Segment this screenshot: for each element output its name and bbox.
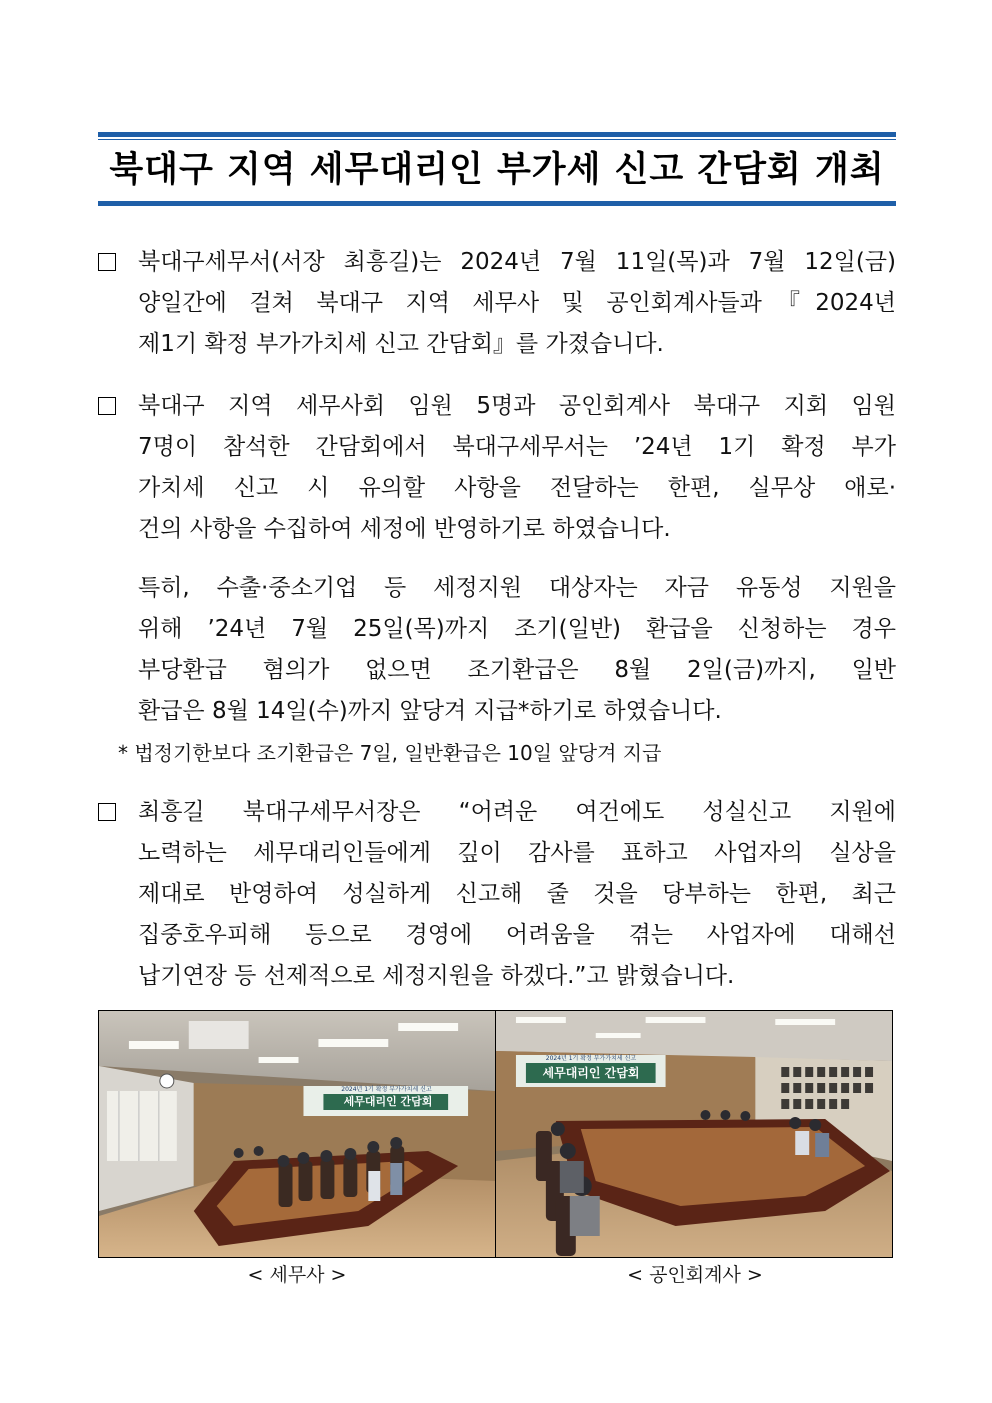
paragraph-2b: [98, 568, 896, 732]
paragraph-line: 7명이 참석한 간담회에서 북대구세무서는 ’24년 1기 확정 부가: [138, 434, 896, 460]
title-rule-bottom: [98, 201, 896, 206]
page-title: 북대구 지역 세무대리인 부가세 신고 간담회 개최: [109, 150, 885, 190]
banner-subtitle: 2024년 1기 확정 부가가치세 신고: [545, 1055, 637, 1062]
paragraph-line: 북대구 지역 세무사회 임원 5명과 공인회계사 북대구 지회 임원: [138, 393, 896, 419]
banner-text: 세무대리인 간담회: [343, 1095, 433, 1108]
meeting-room-photo: [496, 1011, 892, 1257]
paragraph-line: 가치세 신고 시 유의할 사항을 전달하는 한편, 실무상 애로·: [138, 475, 896, 501]
paragraph-line: 위해 ’24년 7월 25일(목)까지 조기(일반) 환급을 신청하는 경우: [138, 616, 896, 642]
caption-tax-accountants: < 세무사 >: [247, 1264, 347, 1286]
checkbox-bullet-icon: [98, 803, 116, 821]
paragraph-line: 제대로 반영하여 성실하게 신고해 줄 것을 당부하는 한편, 최근: [138, 881, 896, 907]
checkbox-bullet-icon: [98, 397, 116, 415]
paragraph-line: 제1기 확정 부가가치세 신고 간담회』를 가졌습니다.: [138, 331, 664, 357]
banner-text: 세무대리인 간담회: [542, 1066, 640, 1080]
title-rule-top: [98, 132, 896, 137]
footnote: * 법정기한보다 조기환급은 7일, 일반환급은 10일 앞당겨 지급: [118, 741, 662, 765]
paragraph-1: [98, 242, 896, 365]
meeting-room-photo: [99, 1011, 495, 1257]
paragraph-line: 최흥길 북대구세무서장은 “어려운 여건에도 성실신고 지원에: [138, 799, 896, 825]
paragraph-line: 납기연장 등 선제적으로 세정지원을 하겠다.”고 밝혔습니다.: [138, 963, 735, 989]
caption-cpas: < 공인회계사 >: [627, 1264, 763, 1286]
paragraph-2: [98, 386, 896, 550]
photo-cpas: [495, 1011, 892, 1257]
paragraph-line: 부당환급 혐의가 없으면 조기환급은 8월 2일(금)까지, 일반: [138, 657, 896, 683]
title-block: [98, 132, 896, 206]
paragraph-line: 특히, 수출·중소기업 등 세정지원 대상자는 자금 유동성 지원을: [138, 575, 896, 601]
banner-subtitle: 2024년 1기 확정 부가가치세 신고: [341, 1086, 432, 1093]
photo-strip: [98, 1010, 893, 1258]
paragraph-line: 노력하는 세무대리인들에게 깊이 감사를 표하고 사업자의 실상을: [138, 840, 896, 866]
checkbox-bullet-icon: [98, 253, 116, 271]
paragraph-line: 북대구세무서(서장 최흥길)는 2024년 7월 11일(목)과 7월 12일(금): [138, 249, 896, 275]
paragraph-line: 환급은 8월 14일(수)까지 앞당겨 지급*하기로 하였습니다.: [138, 698, 722, 724]
paragraph-line: 건의 사항을 수집하여 세정에 반영하기로 하였습니다.: [138, 516, 671, 542]
paragraph-3: [98, 792, 896, 997]
paragraph-line: 양일간에 걸쳐 북대구 지역 세무사 및 공인회계사들과『2024년: [138, 290, 896, 316]
photo-tax-accountants: [99, 1011, 495, 1257]
title-rule-thin: [98, 139, 896, 140]
paragraph-line: 집중호우피해 등으로 경영에 어려움을 겪는 사업자에 대해선: [138, 922, 896, 948]
